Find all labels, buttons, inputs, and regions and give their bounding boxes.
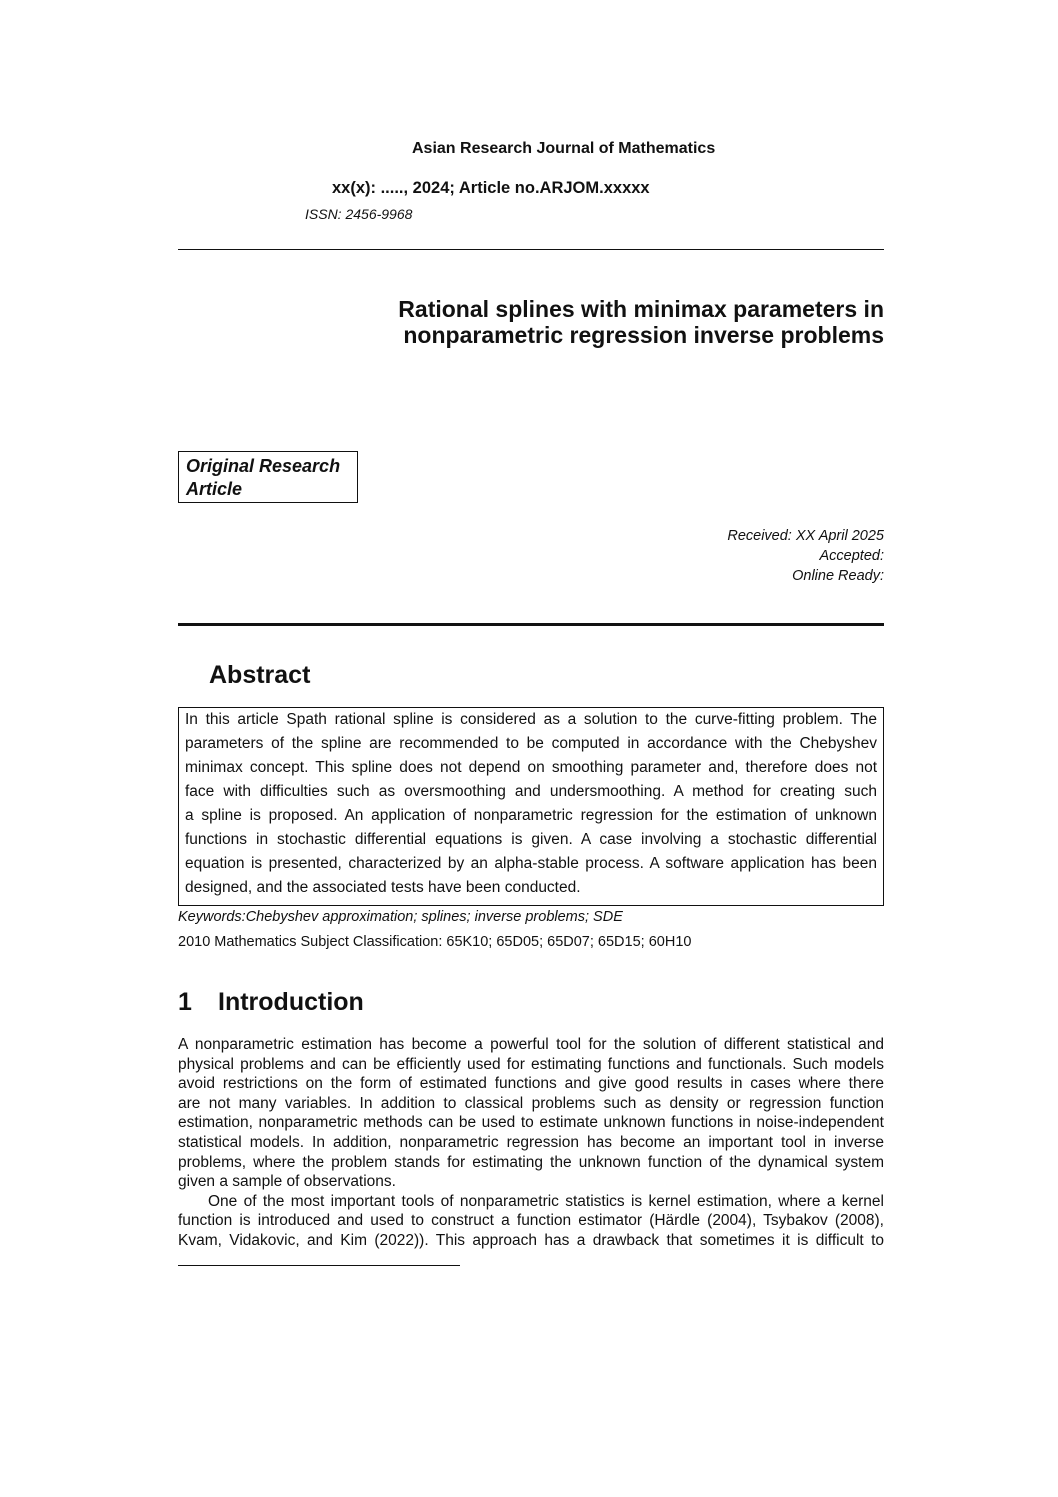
intro-text-line: avoid restrictions on the form of estimated functions and give good results in cases where there xyxy=(178,1075,884,1093)
abstract-text-line: face with difficulties such as oversmoothing and undersmoothing. A method for creating such xyxy=(185,783,877,800)
msc-classification: 2010 Mathematics Subject Classification: 65K10; 65D05; 65D07; 65D15; 60H10 xyxy=(178,934,692,950)
intro-text-line: given a sample of observations. xyxy=(178,1173,396,1191)
abstract-text-line: equation is presented, characterized by an alpha-stable process. A software application has been xyxy=(185,855,877,872)
intro-text-line: physical problems and can be efficiently used for estimating functions and functionals. Such models xyxy=(178,1055,884,1073)
title-line: nonparametric regression inverse problems xyxy=(403,322,884,348)
abstract-text-line: parameters of the spline are recommended to be computed in accordance with the Chebyshev xyxy=(185,735,877,752)
section-rule xyxy=(178,623,884,626)
abstract-heading: Abstract xyxy=(209,661,311,689)
issn: ISSN: 2456-9968 xyxy=(305,206,413,222)
abstract-text-line: minimax concept. This spline does not depend on smoothing parameter and, therefore does not xyxy=(185,759,877,776)
keywords: Keywords:Chebyshev approximation; splines; inverse problems; SDE xyxy=(178,909,623,925)
article-type-line: Original Research xyxy=(186,456,341,476)
abstract-text-line: a spline is proposed. An application of nonparametric regression for the estimation of unknown xyxy=(185,807,877,824)
abstract-text-line: functions in stochastic differential equations is given. A case involving a stochastic differential xyxy=(185,831,877,848)
dates xyxy=(727,526,884,586)
footnote-rule xyxy=(178,1265,460,1266)
accepted-date: Accepted: xyxy=(819,548,884,564)
intro-text-line: problems, where the problem stands for estimating the unknown function of the dynamical system xyxy=(178,1153,884,1171)
abstract-text-line: In this article Spath rational spline is considered as a solution to the curve-fitting problem. The xyxy=(185,711,877,728)
title-line: Rational splines with minimax parameters in xyxy=(398,296,884,322)
received-date: Received: XX April 2025 xyxy=(727,528,884,544)
article-type-box xyxy=(178,451,358,503)
intro-text-line: are not many variables. In addition to classical problems such as density or regression function xyxy=(178,1094,884,1112)
section-number: 1 xyxy=(178,988,192,1016)
journal-name: Asian Research Journal of Mathematics xyxy=(412,140,716,157)
intro-text-line: estimation, nonparametric methods can be used to estimate unknown functions in noise-independent xyxy=(178,1114,884,1132)
paper-title xyxy=(398,296,884,348)
intro-text-line: function is introduced and used to construct a function estimator (Härdle (2004), Tsybakov (2008), xyxy=(178,1212,884,1230)
intro-text-line: One of the most important tools of nonparametric statistics is kernel estimation, where a kernel xyxy=(208,1192,884,1210)
citation: xx(x): ....., 2024; Article no.ARJOM.xxxxx xyxy=(332,179,650,197)
intro-text-line: Kvam, Vidakovic, and Kim (2022)). This approach has a drawback that sometimes it is difficult to xyxy=(178,1232,884,1249)
header-rule xyxy=(178,249,884,250)
online-date: Online Ready: xyxy=(792,568,884,584)
intro-text-line: A nonparametric estimation has become a powerful tool for the solution of different statistical and xyxy=(178,1036,884,1053)
abstract-text-line: designed, and the associated tests have been conducted. xyxy=(185,879,581,896)
section-heading: Introduction xyxy=(218,988,364,1016)
intro-text-line: statistical models. In addition, nonparametric regression has become an important tool in inverse xyxy=(178,1134,884,1151)
article-type-line: Article xyxy=(186,479,243,499)
